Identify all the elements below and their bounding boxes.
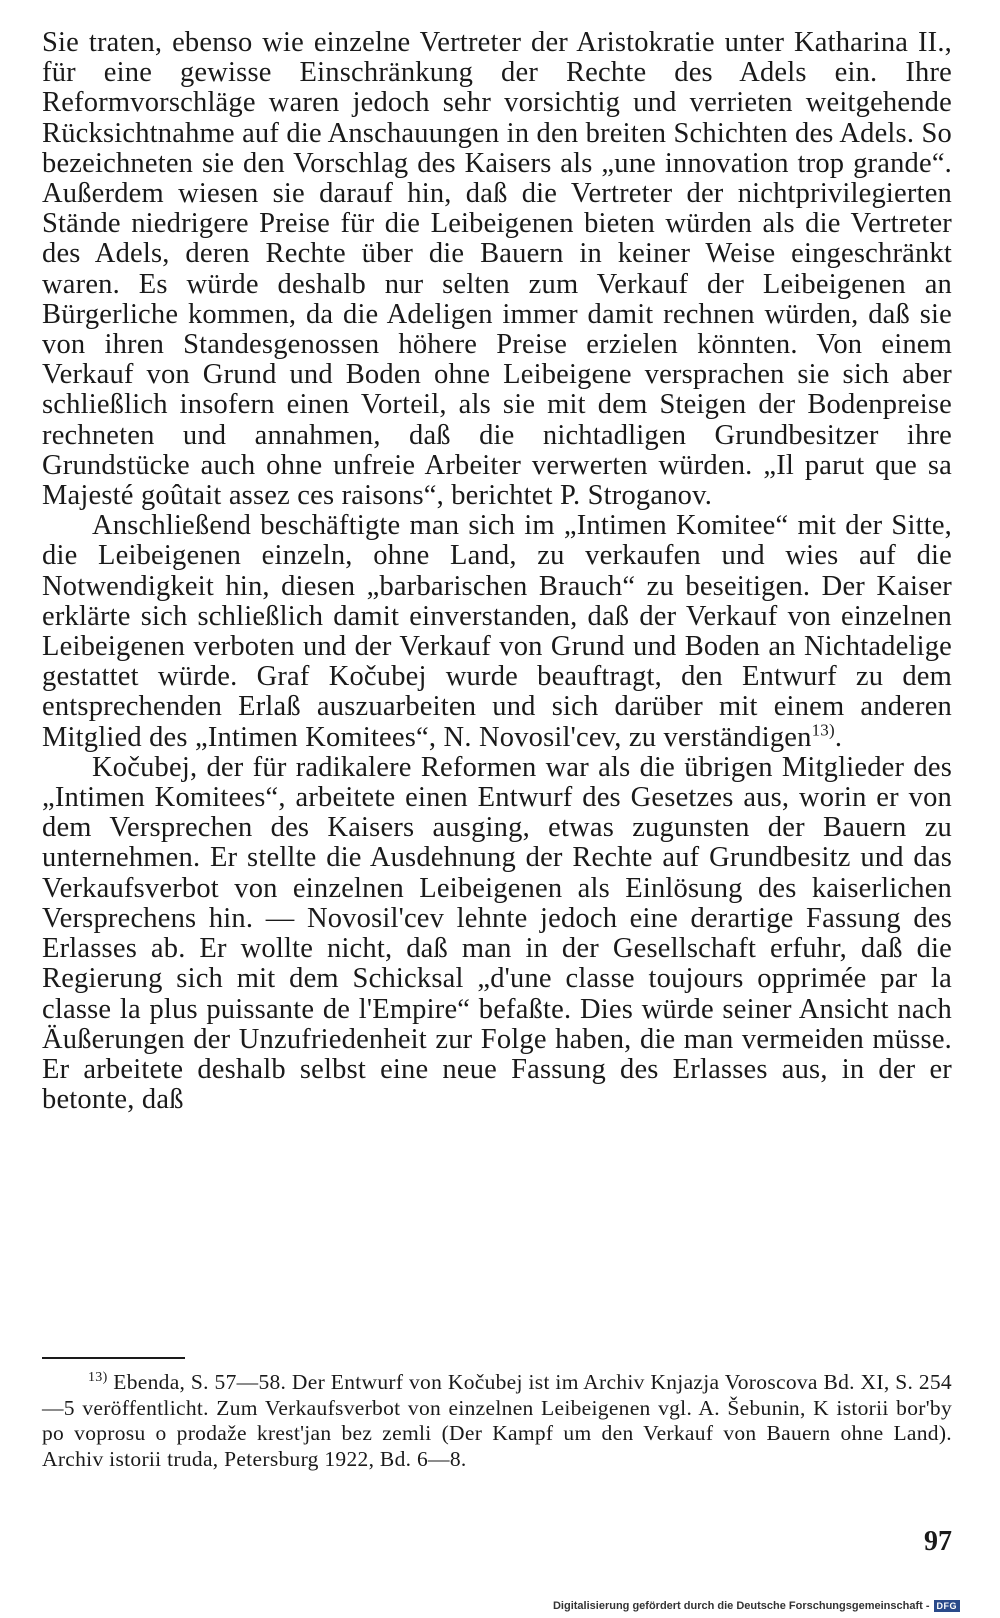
paragraph-1: Sie traten, ebenso wie einzelne Vertreter der Aristokratie unter Katharina II., für eine gewisse Einschränkung der Rechte des Adels ein. Ihre Reformvorschläge waren jedoch sehr vorsichtig und verrieten weitgehende Rücksichtnahme auf die Anschauungen in den breiten Schichten des Adels. So bezeichneten sie den Vorschlag des Kaisers als „une innovation trop grande“. Außerdem wiesen sie darauf hin, daß die Vertreter der nichtprivilegierten Stände niedrigere Preise für die Leibeigenen bieten würden als die Vertreter des Adels, deren Rechte über die Bauern in keiner Weise eingeschränkt waren. Es würde deshalb nur selten zum Verkauf der Leibeigenen an Bürgerliche kommen, da die Adeligen immer damit rechnen würden, daß sie von ihren Standesgenossen höhere Preise erzielen könnten. Von einem Verkauf von Grund und Boden ohne Leibeigene versprachen sie sich aber schließlich insofern einen Vorteil, als sie mit dem Steigen der Bodenpreise rechneten und annahmen, daß die nichtadligen Grundbesitzer ihre Grundstücke auch ohne unfreie Arbeiter verwerten würden. „Il parut que sa Majesté goûtait assez ces raisons“, berichtet P. Stroganov.	[42, 27, 952, 512]
footnote-marker: 13)	[88, 1369, 108, 1385]
footnote-reference[interactable]: 13)	[811, 720, 835, 740]
paragraph-3: Kočubej, der für radikalere Reformen war als die übrigen Mitglieder des „Intimen Komitees“, arbeitete einen Entwurf des Gesetzes aus, worin er von dem Versprechen des Kaisers ausging, etwas zugunsten der Bauern zu unternehmen. Er stellte die Ausdehnung der Rechte auf Grundbesitz und das Verkaufsverbot von einzelnen Leibeigenen als Einlösung des kaiserlichen Versprechens hin. — Novosil'cev lehnte jedoch eine derartige Fassung des Erlasses ab. Er wollte nicht, daß man in der Gesellschaft erfuhr, daß die Regierung sich mit dem Schicksal „d'une classe toujours opprimée par la classe la plus puissante de l'Empire“ befaßte. Dies würde seiner Ansicht nach Äußerungen der Unzufriedenheit zur Folge haben, die man vermeiden müsse. Er arbeitete deshalb selbst eine neue Fassung des Erlasses aus, in der er betonte, daß	[42, 751, 952, 1116]
digitization-credit	[553, 1600, 960, 1612]
footnote	[42, 1370, 952, 1472]
footnote-divider	[42, 1357, 185, 1359]
page-number: 97	[924, 1526, 952, 1557]
page-body	[42, 28, 952, 1115]
dfg-logo: DFG	[934, 1600, 961, 1612]
paragraph-2-tail: .	[834, 721, 843, 753]
paragraph-2	[42, 511, 952, 753]
footnote-text: Ebenda, S. 57—58. Der Entwurf von Kočubej ist im Archiv Knjazja Voroscova Bd. XI, S. 254—5 veröffentlicht. Zum Verkaufsverbot von einzelnen Leibeigenen vgl. A. Šebunin, K istorii bor'by po voprosu o prodaže krest'jan bez zemli (Der Kampf um den Verkauf von Bauern ohne Land). Archiv istorii truda, Petersburg 1922, Bd. 6—8.	[42, 1370, 952, 1471]
credit-text: Digitalisierung gefördert durch die Deutsche Forschungsgemeinschaft -	[552, 1600, 930, 1612]
paragraph-2-text: Anschließend beschäftigte man sich im „Intimen Komitee“ mit der Sitte, die Leibeigenen einzeln, ohne Land, zu verkaufen und wies auf die Notwendigkeit hin, diesen „barbarischen Brauch“ zu beseitigen. Der Kaiser erklärte sich schließlich damit einverstanden, daß der Verkauf von einzelnen Leibeigenen verboten und der Verkauf von Grund und Boden an Nichtadelige gestattet würde. Graf Kočubej wurde beauftragt, den Entwurf zu dem entsprechenden Erlaß auszuarbeiten und sich darüber mit einem anderen Mitglied des „Intimen Komitees“, N. Novosil'cev, zu verständigen	[42, 510, 952, 753]
